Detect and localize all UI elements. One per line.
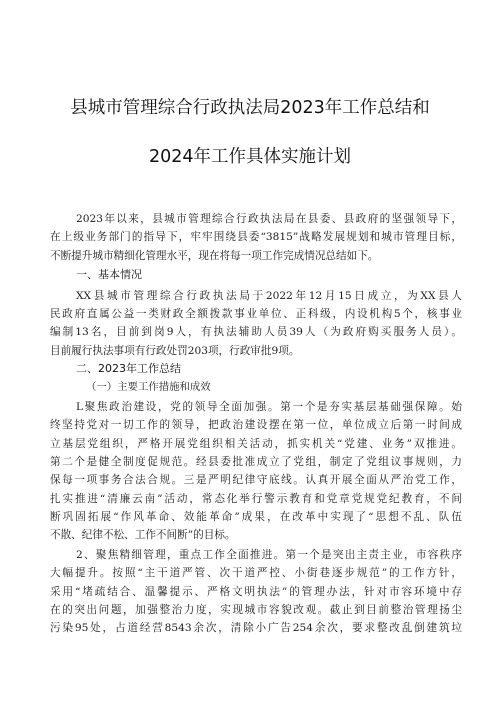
para-1-line-5: 保每一项事务合法合规。三是严明纪律守底线。认真开展全面从严治党工作，: [50, 474, 462, 486]
para-1-line-2: 终坚持党对一切工作的领导，把政治建设摆在第一位，单位成立后第一时间成: [50, 419, 462, 431]
section-1-heading: 一、基本情况: [76, 268, 142, 281]
section-2-heading: 二、2023年工作总结: [76, 362, 181, 375]
para-1-line-7: 断巩固拓展“作风革命、效能革命”成果，在改革中实现了“思想不乱、队伍: [50, 511, 462, 523]
intro-line-3: 不断提升城市精细化管理水平，现在将每一项工作完成情况总结如下。: [50, 250, 379, 262]
intro-line-1: 2023年以来，县城市管理综合行政执法局在县委、县政府的坚强领导下，: [76, 213, 462, 225]
para-1-line-8: 不散、纪律不松、工作不间断”的目标。: [50, 529, 236, 541]
para-1-line-1: L聚焦政治建设，党的领导全面加强。第一个是夯实基层基础强保障。始: [76, 401, 462, 413]
section-2-subheading: （一）主要工作措施和成效: [86, 381, 211, 393]
para-2-line-5: 污染95处，占道经营8543余次，清除小广告254余次，要求整改乱倒建筑垃: [50, 622, 462, 634]
para-2-line-3: 采用“堵疏结合、温馨提示、严格文明执法”的管理办法，针对市容环境中存: [50, 586, 462, 598]
para-2-line-4: 在的突出问题，加强整治力度，实现城市容貌改观。截止到目前整治管理扬尘: [50, 604, 462, 616]
para-1-line-3: 立基层党组织，严格开展党组织相关活动，抓实机关“党建、业务”双推进。: [50, 438, 462, 450]
document-title-line-2: 2024年工作具体实施计划: [148, 147, 352, 167]
document-title-line-1: 县城市管理综合行政执法局2023年工作总结和: [70, 98, 430, 118]
section-1-line-4: 目前履行执法事项有行政处罚203项，行政审批9项。: [50, 345, 300, 357]
intro-line-2: 在上级业务部门的指导下，牢牢围绕县委“3815”战略发展规划和城市管理目标，: [50, 231, 462, 243]
para-1-line-6: 扎实推进“清廉云南”活动，常态化举行警示教育和党章党规党纪教育，不间: [50, 493, 462, 505]
para-2-line-2: 大幅提升。按照“主干道严管、次干道严控、小街巷逐步规范”的工作方针，: [50, 567, 462, 579]
section-1-line-1: XX县城市管理综合行政执法局于2022年12月15日成立，为XX县人: [76, 290, 462, 302]
section-1-line-3: 编制13名，目前到岗9人，有执法辅助人员39人（为政府购买服务人员）。: [50, 326, 462, 338]
section-1-line-2: 民政府直属公益一类财政全额拨款事业单位、正科级，内设机构5个，核事业: [50, 308, 462, 320]
para-1-line-4: 第二个是健全制度促规范。经县委批准成立了党组，制定了党组议事规则，力: [50, 456, 462, 468]
para-2-line-1: 2、聚焦精细管理，重点工作全面推进。第一个是突出主责主业，市容秩序: [76, 549, 462, 561]
